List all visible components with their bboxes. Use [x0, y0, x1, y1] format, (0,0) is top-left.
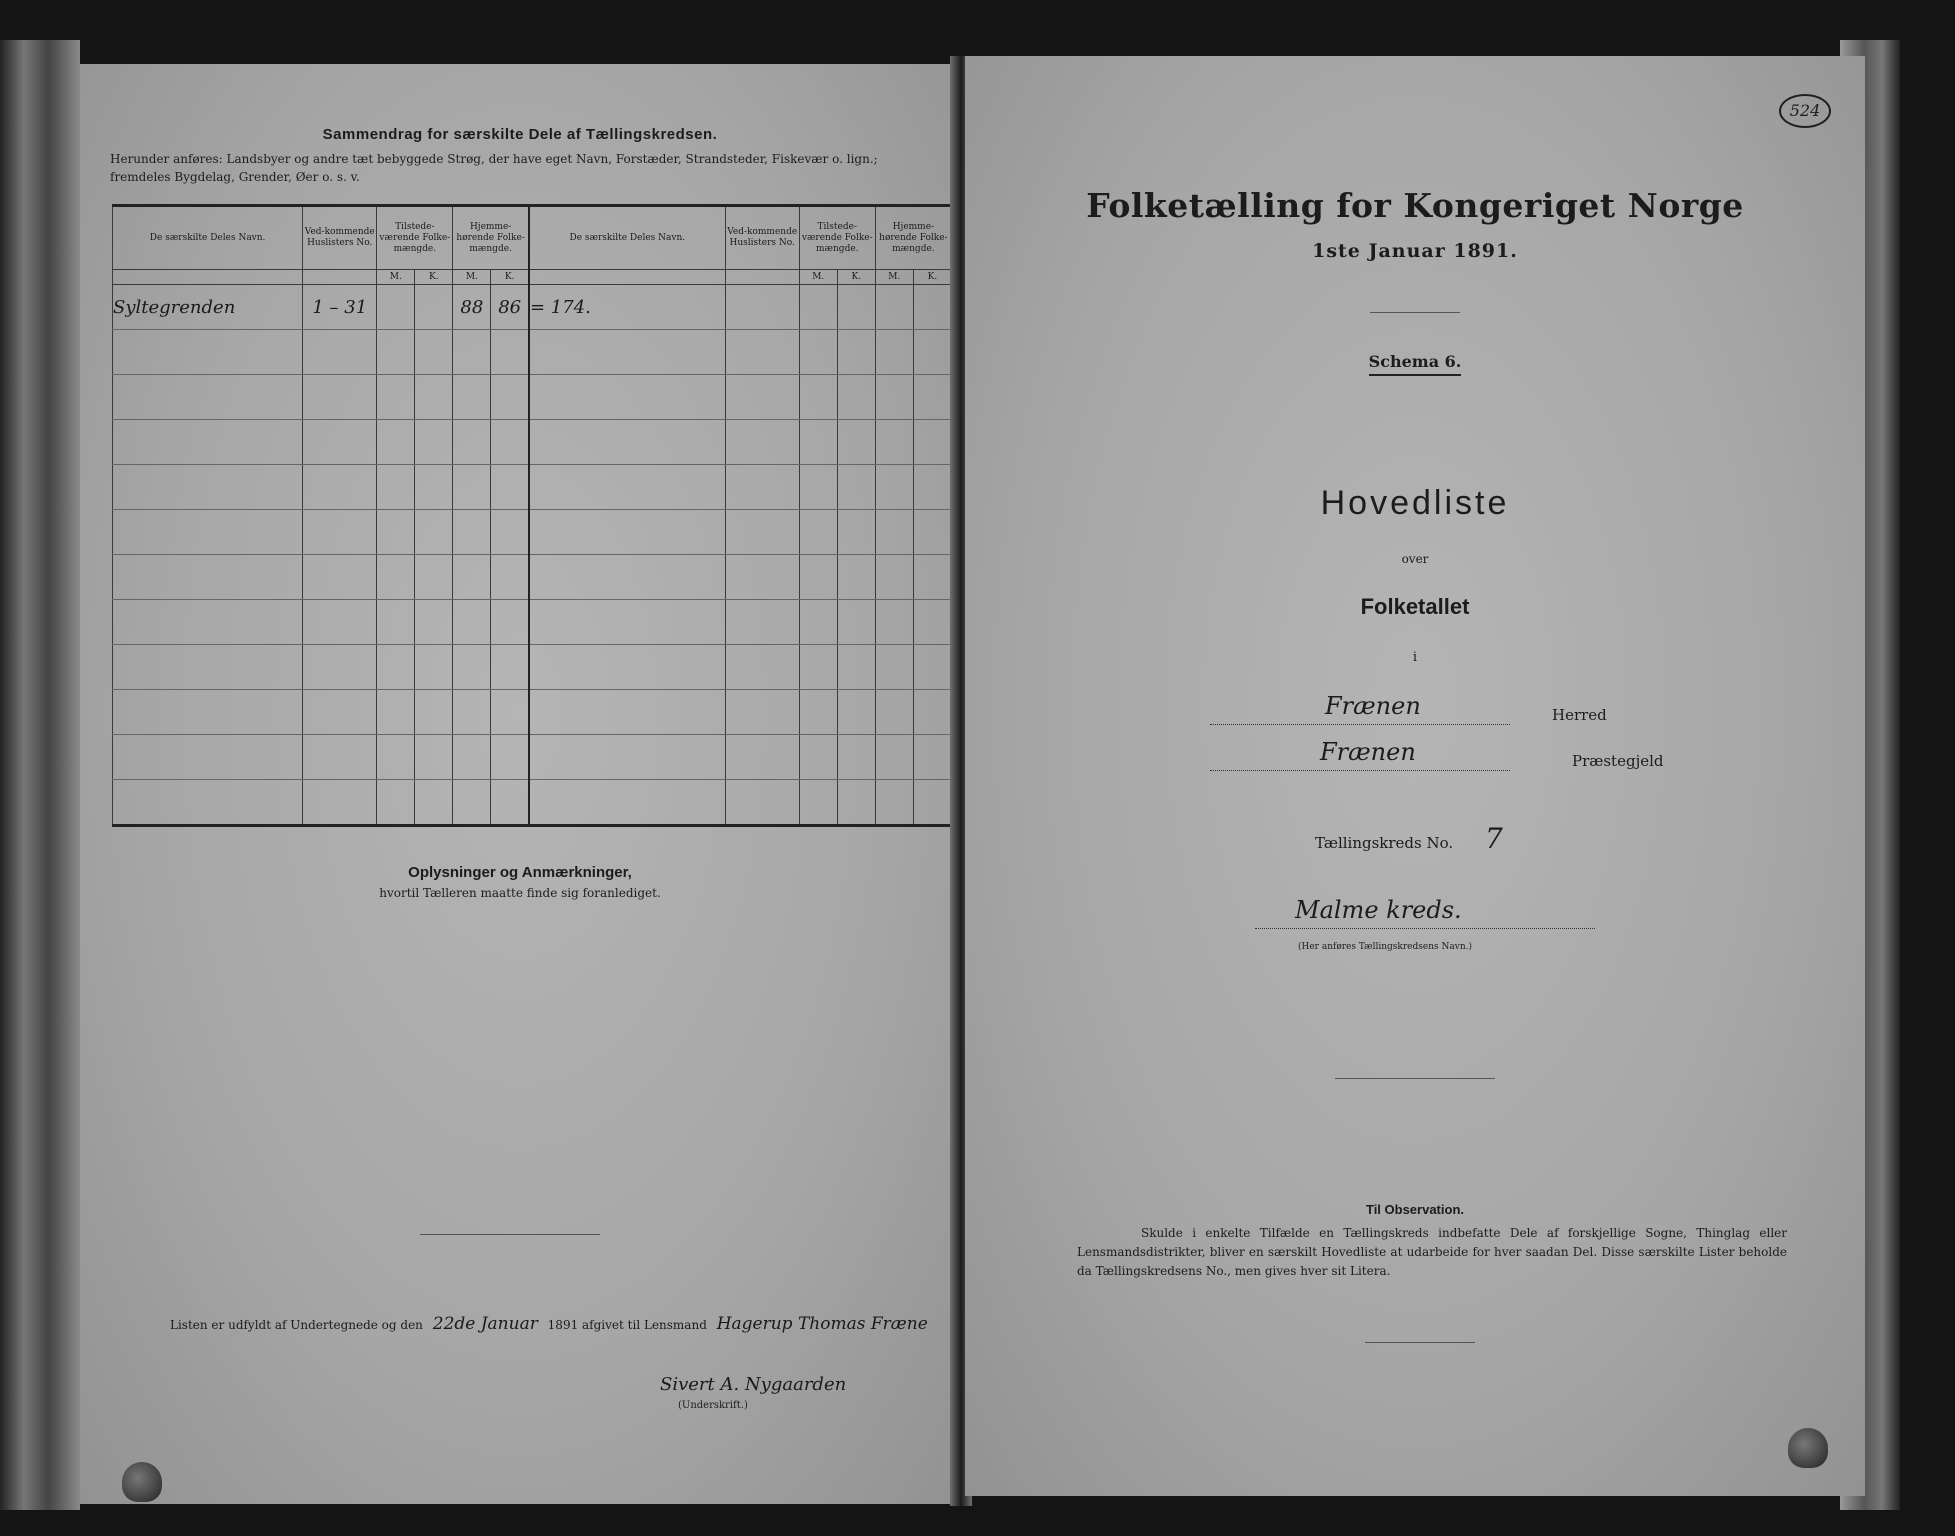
table-row — [113, 420, 952, 465]
col-header-m: M. — [453, 270, 491, 285]
notes-title: Oplysninger og Anmærkninger, — [408, 864, 632, 881]
lensmand-name: Hagerup Thomas Fræne — [716, 1314, 928, 1334]
col-header-k: K. — [491, 270, 529, 285]
signature-label: (Underskrift.) — [678, 1400, 748, 1411]
divider-line — [1335, 1078, 1495, 1079]
schema-label — [965, 352, 1865, 371]
notes-subtitle: hvortil Tælleren maatte finde sig foranlediget. — [379, 886, 661, 900]
over-word: over — [1401, 552, 1429, 566]
submission-line — [170, 1314, 934, 1334]
submission-date: 22de Januar — [432, 1314, 538, 1334]
row-hjemme-k: 86 — [491, 285, 529, 330]
prestegjeld-label: Præstegjeld — [1572, 752, 1664, 770]
left-page — [80, 64, 960, 1504]
table-row — [113, 600, 952, 645]
submission-prefix: Listen er udfyldt af Undertegnede og den — [170, 1318, 423, 1332]
kreds-name-note: (Her anføres Tællingskredsens Navn.) — [1297, 942, 1472, 952]
observation-text: Skulde i enkelte Tilfælde en Tællingskreds indbefatte Dele af forskjellige Sogne, Thinglag eller Lensmandsdistrikter, bliver en særskilt Hovedliste at udarbeide for hver saadan Del. Disse særskilte Lister beholde da Tællingskredsens No., men gives hver sit Litera. — [1077, 1226, 1787, 1278]
col-header-m: M. — [377, 270, 415, 285]
observation-title: Til Observation. — [1365, 1202, 1464, 1217]
col-header-m: M. — [799, 270, 837, 285]
herred-value: Frænen — [1325, 692, 1421, 720]
table-row — [113, 510, 952, 555]
col-header-tilstede: Tilstede-værende Folke-mængde. — [377, 206, 453, 270]
submission-year: 1891 afgivet til Lensmand — [547, 1318, 707, 1332]
table-row — [113, 375, 952, 420]
herred-field-line — [1210, 724, 1510, 725]
binding-clip-right — [1788, 1428, 1828, 1468]
row-name: Syltegrenden — [113, 285, 303, 330]
row-tilstede-m — [377, 285, 415, 330]
page-edges-left — [0, 40, 80, 1510]
kreds-number: 7 — [1485, 822, 1503, 855]
divider-line — [420, 1234, 600, 1235]
prestegjeld-value: Frænen — [1320, 738, 1416, 766]
col-header-k: K. — [837, 270, 875, 285]
page-number-stamp: 524 — [1779, 94, 1831, 128]
col-header-name: De særskilte Deles Navn. — [113, 206, 303, 270]
col-header-hjemme: Hjemme-hørende Folke-mængde. — [453, 206, 529, 270]
hovedliste-heading: Hovedliste — [1320, 484, 1510, 522]
row-hjemme-m: 88 — [453, 285, 491, 330]
folketallet-heading: Folketallet — [1360, 594, 1470, 619]
kreds-name-line — [1255, 928, 1595, 929]
summary-title: Sammendrag for særskilte Dele af Tællingskredsen. — [322, 126, 718, 143]
table-row — [113, 780, 952, 826]
col-header-k: K. — [415, 270, 453, 285]
row-total-note: = 174. — [529, 285, 725, 330]
schema-text: Schema 6. — [1369, 352, 1462, 376]
herred-label: Herred — [1552, 706, 1607, 724]
divider-line — [1365, 1342, 1475, 1343]
kreds-name: Malme kreds. — [1295, 896, 1462, 924]
table-row — [113, 690, 952, 735]
col-header-name-2: De særskilte Deles Navn. — [529, 206, 725, 270]
summary-table — [112, 204, 952, 827]
row-tilstede-k — [415, 285, 453, 330]
kreds-label: Tællingskreds No. — [1315, 834, 1454, 852]
i-word: i — [1412, 650, 1418, 665]
table-row — [113, 555, 952, 600]
col-header-hjemme-2: Hjemme-hørende Folke-mængde. — [875, 206, 951, 270]
table-row — [113, 735, 952, 780]
table-row — [113, 465, 952, 510]
row-huslister: 1 – 31 — [303, 285, 377, 330]
divider-line — [1370, 312, 1460, 313]
col-header-m: M. — [875, 270, 913, 285]
table-row — [113, 285, 952, 330]
col-header-huslister: Ved-kommende Huslisters No. — [303, 206, 377, 270]
summary-subtitle: Herunder anføres: Landsbyer og andre tæt bebyggede Strøg, der have eget Navn, Forstæder, Strandsteder, Fiskevær o. lign.; fremdeles Bygdelag, Grender, Øer o. s. v. — [110, 152, 878, 184]
census-date: 1ste Januar 1891. — [1312, 240, 1518, 262]
binding-clip-left — [122, 1462, 162, 1502]
enumerator-signature: Sivert A. Nygaarden — [660, 1374, 847, 1395]
right-page — [965, 56, 1865, 1496]
col-header-huslister-2: Ved-kommende Huslisters No. — [725, 206, 799, 270]
col-header-tilstede-2: Tilstede-værende Folke-mængde. — [799, 206, 875, 270]
prestegjeld-field-line — [1210, 770, 1510, 771]
census-title: Folketælling for Kongeriget Norge — [1086, 186, 1744, 225]
table-row — [113, 330, 952, 375]
col-header-k: K. — [913, 270, 951, 285]
table-row — [113, 645, 952, 690]
